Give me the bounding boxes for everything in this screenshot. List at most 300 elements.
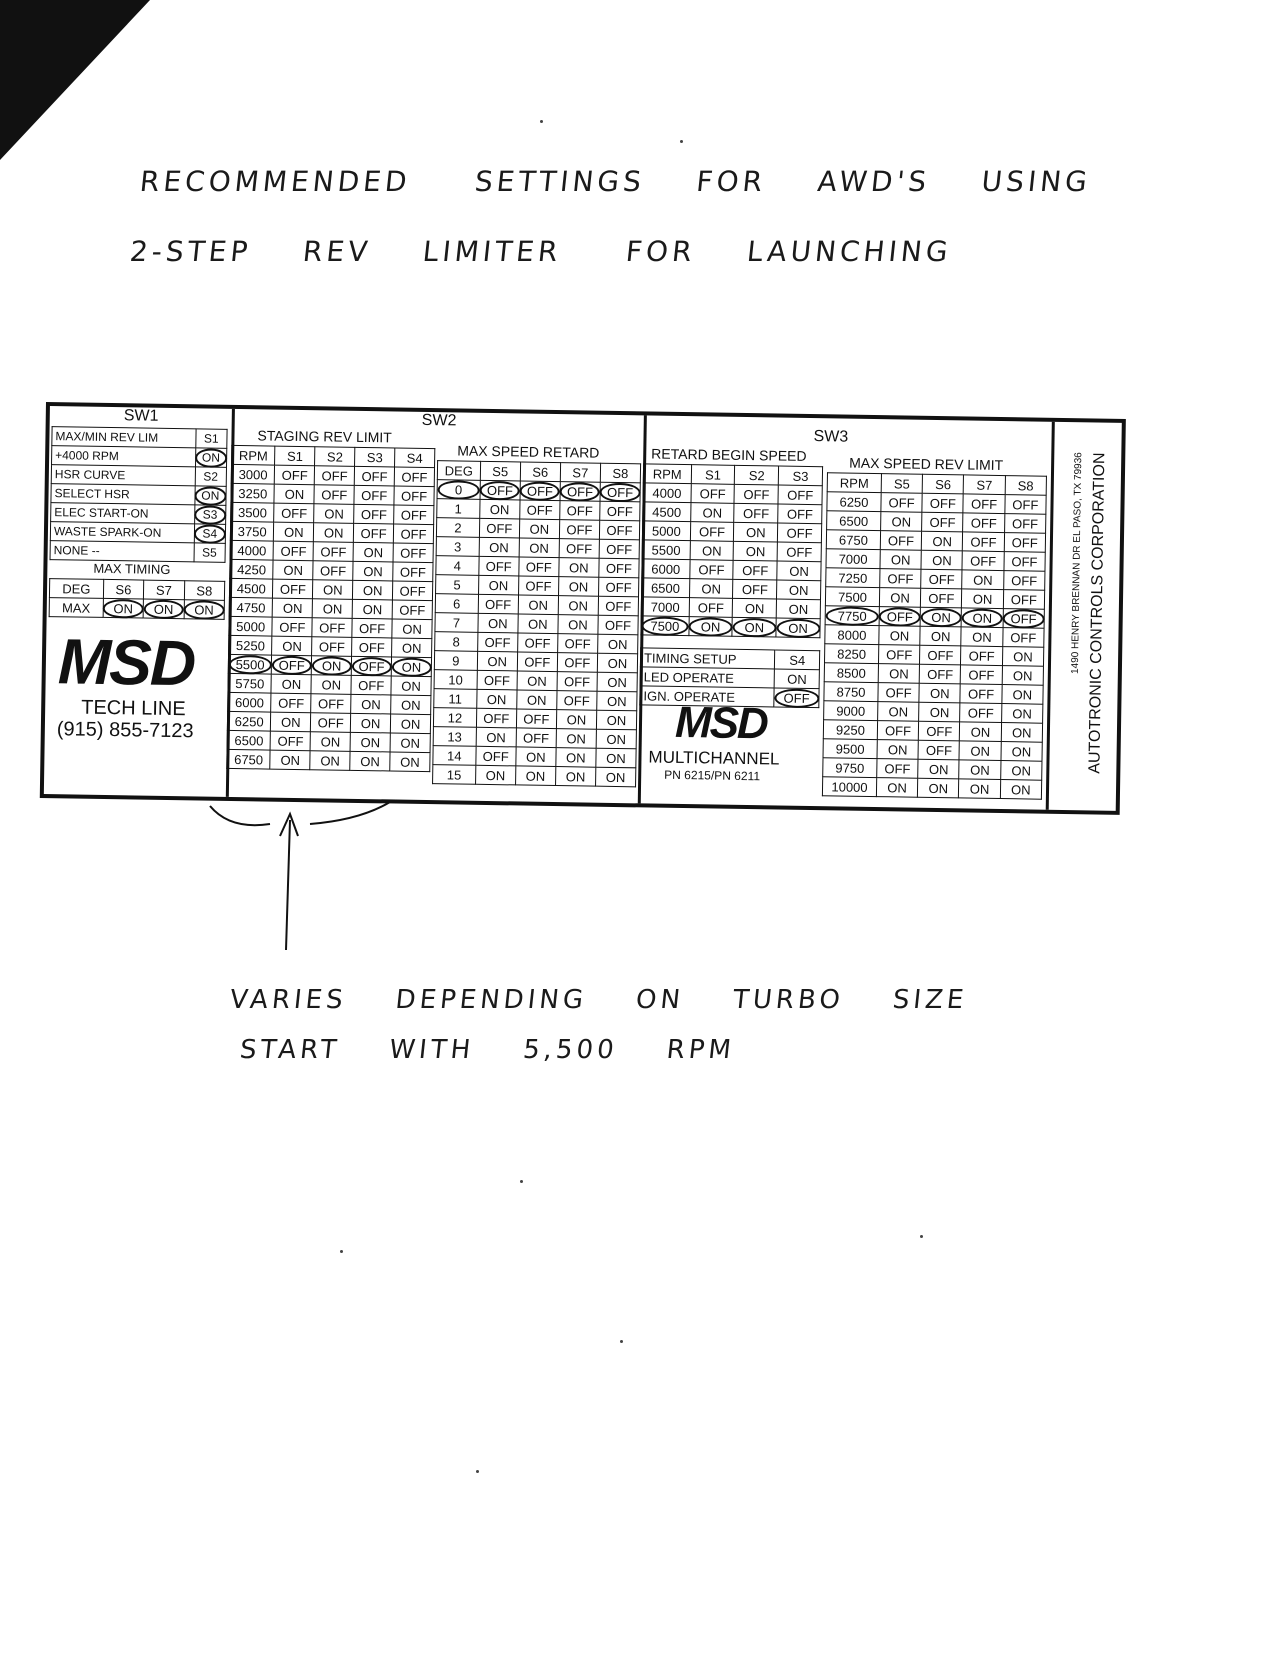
table-cell: OFF bbox=[517, 652, 557, 672]
note-word: SIZE bbox=[891, 985, 969, 1015]
note-word: FOR bbox=[624, 235, 698, 268]
table-cell: ON bbox=[391, 657, 431, 677]
table-cell: ON bbox=[921, 531, 963, 551]
table-cell: 3250 bbox=[231, 483, 275, 503]
table-cell: OFF bbox=[921, 588, 963, 608]
table-cell: OFF bbox=[557, 672, 597, 692]
scan-speck bbox=[920, 1235, 923, 1238]
table-cell: ON bbox=[598, 634, 638, 654]
table-cell: OFF bbox=[778, 504, 822, 524]
table-row bbox=[50, 541, 225, 563]
table-cell: OFF bbox=[557, 634, 597, 654]
msd-settings-card bbox=[40, 402, 1126, 815]
table-cell: S6 bbox=[520, 462, 560, 482]
table-cell: OFF bbox=[960, 684, 1002, 704]
table-cell: ON bbox=[776, 618, 820, 638]
retard-table bbox=[432, 460, 641, 787]
note-word: START bbox=[238, 1035, 342, 1065]
table-cell: OFF bbox=[559, 520, 599, 540]
table-cell: 8750 bbox=[824, 682, 878, 702]
tech-line-phone: (915) 855-7123 bbox=[56, 718, 194, 743]
table-cell: OFF bbox=[1003, 571, 1045, 591]
part-number: PN 6215/PN 6211 bbox=[664, 767, 761, 784]
table-cell: S3 bbox=[194, 505, 226, 524]
table-cell: OFF bbox=[560, 482, 600, 502]
table-cell: OFF bbox=[1003, 609, 1045, 629]
table-cell: OFF bbox=[599, 539, 639, 559]
table-cell: OFF bbox=[270, 731, 310, 751]
table-cell: ON bbox=[597, 672, 637, 692]
table-cell: ON bbox=[310, 732, 350, 752]
table-cell: ON bbox=[274, 484, 314, 504]
scan-speck bbox=[476, 1470, 479, 1473]
table-cell: ON bbox=[690, 541, 734, 561]
table-cell: ON bbox=[960, 722, 1002, 742]
table-cell: ON bbox=[518, 595, 558, 615]
table-cell: OFF bbox=[272, 617, 312, 637]
table-cell: ON bbox=[270, 750, 310, 770]
table-cell: OFF bbox=[961, 665, 1003, 685]
table-cell: 6250 bbox=[827, 492, 881, 512]
table-cell: OFF bbox=[314, 485, 354, 505]
table-cell: OFF bbox=[1004, 533, 1046, 553]
table-row bbox=[227, 749, 430, 771]
table-cell: 15 bbox=[433, 765, 476, 785]
table-cell: 7 bbox=[435, 613, 478, 633]
table-cell: OFF bbox=[600, 482, 640, 502]
table-cell: 5250 bbox=[229, 635, 273, 655]
table-cell: 13 bbox=[433, 727, 476, 747]
table-cell: 3 bbox=[436, 537, 479, 557]
table-cell: ON bbox=[918, 759, 960, 779]
table-cell: ON bbox=[477, 651, 517, 671]
table-cell: ON bbox=[734, 541, 778, 561]
table-cell: OFF bbox=[961, 646, 1003, 666]
table-cell: 6000 bbox=[228, 692, 272, 712]
table-cell: OFF bbox=[313, 542, 353, 562]
table-cell: ON bbox=[273, 560, 313, 580]
table-cell: S2 bbox=[735, 465, 779, 485]
table-cell: OFF bbox=[1002, 628, 1044, 648]
table-cell: OFF bbox=[1004, 552, 1046, 572]
table-cell: 6000 bbox=[642, 559, 690, 579]
table-cell: 5500 bbox=[642, 540, 690, 560]
table-cell: 11 bbox=[434, 689, 477, 709]
table-cell: OFF bbox=[960, 703, 1002, 723]
table-cell: S3 bbox=[778, 466, 822, 486]
note-word: FOR bbox=[694, 165, 768, 198]
table-cell: ON bbox=[962, 608, 1004, 628]
table-cell: ON bbox=[391, 676, 431, 696]
table-cell: OFF bbox=[478, 594, 518, 614]
note-word: AWD'S bbox=[815, 165, 932, 198]
table-cell: ON bbox=[918, 778, 960, 798]
table-cell: +4000 RPM bbox=[52, 446, 196, 467]
table-cell: ON bbox=[881, 512, 923, 532]
table-cell: 4000 bbox=[230, 540, 274, 560]
table-cell: OFF bbox=[354, 523, 394, 543]
table-cell: ON bbox=[519, 538, 559, 558]
table-cell: ON bbox=[350, 732, 390, 752]
table-cell: 8000 bbox=[825, 625, 879, 645]
table-cell: OFF bbox=[477, 670, 517, 690]
sw1-table bbox=[50, 426, 228, 563]
table-cell: 6 bbox=[435, 594, 478, 614]
scan-corner-shadow bbox=[0, 0, 150, 160]
table-cell: ON bbox=[478, 575, 518, 595]
table-cell: ON bbox=[689, 617, 733, 637]
table-cell: OFF bbox=[394, 486, 434, 506]
table-cell: 5 bbox=[436, 575, 479, 595]
note-word: WITH bbox=[387, 1035, 476, 1065]
table-cell: OFF bbox=[599, 558, 639, 578]
table-cell: S4 bbox=[775, 650, 820, 670]
table-cell: ON bbox=[1001, 742, 1043, 762]
table-cell: OFF bbox=[733, 560, 777, 580]
table-cell: OFF bbox=[922, 493, 964, 513]
table-cell: ON bbox=[776, 599, 820, 619]
table-cell: ON bbox=[519, 519, 559, 539]
table-cell: S3 bbox=[355, 447, 395, 467]
scan-speck bbox=[340, 1250, 343, 1253]
table-cell: ON bbox=[479, 537, 519, 557]
table-cell: HSR CURVE bbox=[51, 465, 195, 486]
table-cell: ON bbox=[732, 617, 776, 637]
note-word: USING bbox=[979, 165, 1093, 198]
table-cell: OFF bbox=[275, 465, 315, 485]
table-cell: S5 bbox=[194, 543, 226, 562]
table-cell: S1 bbox=[195, 429, 227, 448]
table-cell: WASTE SPARK-ON bbox=[50, 522, 194, 543]
table-cell: OFF bbox=[479, 518, 519, 538]
table-cell: OFF bbox=[557, 691, 597, 711]
table-cell: ON bbox=[1002, 647, 1044, 667]
table-cell: OFF bbox=[918, 721, 960, 741]
table-cell: ON bbox=[195, 448, 227, 467]
table-cell: LED OPERATE bbox=[640, 667, 775, 688]
table-cell: ON bbox=[515, 766, 555, 786]
table-cell: ON bbox=[1000, 780, 1042, 800]
table-cell: OFF bbox=[311, 713, 351, 733]
table-cell: ON bbox=[353, 561, 393, 581]
table-cell: ON bbox=[877, 740, 919, 760]
note-word: 2-STEP bbox=[128, 235, 254, 268]
table-cell: RPM bbox=[232, 445, 276, 465]
note-bottom-line1 bbox=[228, 985, 968, 1015]
table-cell: 14 bbox=[433, 746, 476, 766]
scan-speck bbox=[620, 1340, 623, 1343]
table-cell: S5 bbox=[480, 461, 520, 481]
table-cell: 9500 bbox=[823, 739, 877, 759]
table-cell: 0 bbox=[437, 480, 480, 500]
note-top-line2 bbox=[128, 235, 953, 268]
table-cell: ON bbox=[596, 748, 636, 768]
table-cell: ON bbox=[351, 713, 391, 733]
table-cell: ON bbox=[597, 653, 637, 673]
table-cell: ON bbox=[595, 767, 635, 787]
table-cell: OFF bbox=[477, 632, 517, 652]
table-cell: ON bbox=[919, 702, 961, 722]
note-bottom-line2 bbox=[238, 1035, 736, 1065]
table-cell: OFF bbox=[1003, 590, 1045, 610]
table-cell: ON bbox=[774, 669, 819, 689]
table-cell: ON bbox=[517, 690, 557, 710]
table-cell: OFF bbox=[777, 542, 821, 562]
table-cell: OFF bbox=[479, 556, 519, 576]
note-word: VARIES bbox=[228, 985, 349, 1015]
table-cell: 5750 bbox=[228, 673, 272, 693]
table-cell: ON bbox=[271, 712, 311, 732]
table-cell: OFF bbox=[351, 675, 391, 695]
table-cell: 4750 bbox=[229, 597, 273, 617]
retard-begin-table bbox=[640, 463, 823, 638]
table-cell: OFF bbox=[271, 693, 311, 713]
table-cell: OFF bbox=[557, 653, 597, 673]
table-cell: OFF bbox=[878, 645, 920, 665]
table-cell: 10000 bbox=[822, 777, 876, 797]
table-header-row bbox=[437, 461, 640, 483]
table-cell: OFF bbox=[312, 637, 352, 657]
table-cell: ON bbox=[777, 580, 821, 600]
table-cell: ON bbox=[274, 522, 314, 542]
table-cell: 8250 bbox=[825, 644, 879, 664]
table-cell: OFF bbox=[734, 503, 778, 523]
table-cell: ON bbox=[878, 664, 920, 684]
table-cell: OFF bbox=[880, 569, 922, 589]
note-word: LIMITER bbox=[421, 235, 564, 268]
table-cell: ON bbox=[518, 614, 558, 634]
table-cell: ON bbox=[103, 598, 144, 618]
table-cell: OFF bbox=[315, 466, 355, 486]
table-cell: 9 bbox=[434, 651, 477, 671]
table-cell: ON bbox=[184, 600, 225, 620]
table-cell: ON bbox=[1001, 704, 1043, 724]
table-cell: ELEC START-ON bbox=[51, 503, 195, 524]
table-cell: OFF bbox=[354, 485, 394, 505]
table-cell: OFF bbox=[963, 513, 1005, 533]
table-cell: S6 bbox=[922, 474, 964, 494]
table-cell: OFF bbox=[352, 618, 392, 638]
table-cell: ON bbox=[479, 499, 519, 519]
table-cell: OFF bbox=[476, 746, 516, 766]
arrow-annotation bbox=[200, 800, 420, 960]
table-cell: S4 bbox=[194, 524, 226, 543]
table-cell: 6250 bbox=[227, 711, 271, 731]
table-cell: NONE -- bbox=[50, 541, 194, 562]
table-cell: 7500 bbox=[641, 616, 689, 636]
table-cell: OFF bbox=[599, 520, 639, 540]
table-row bbox=[641, 597, 820, 619]
table-cell: ON bbox=[390, 714, 430, 734]
table-cell: ON bbox=[879, 588, 921, 608]
sw1-section bbox=[44, 406, 235, 797]
table-cell: 9750 bbox=[823, 758, 877, 778]
sw3-title: SW3 bbox=[813, 428, 849, 446]
table-cell: ON bbox=[313, 580, 353, 600]
table-cell: OFF bbox=[394, 467, 434, 487]
table-cell: MAX/MIN REV LIM bbox=[52, 427, 196, 448]
table-cell: ON bbox=[959, 760, 1001, 780]
table-cell: 2 bbox=[436, 518, 479, 538]
table-cell: ON bbox=[352, 599, 392, 619]
table-row bbox=[641, 616, 820, 638]
table-cell: OFF bbox=[273, 541, 313, 561]
table-cell: OFF bbox=[598, 596, 638, 616]
table-cell: OFF bbox=[922, 512, 964, 532]
retard-begin-title: RETARD BEGIN SPEED bbox=[651, 445, 807, 464]
table-cell: ON bbox=[1002, 666, 1044, 686]
table-cell: OFF bbox=[272, 655, 312, 675]
table-cell: 7250 bbox=[826, 568, 880, 588]
table-cell: ON bbox=[921, 550, 963, 570]
table-cell: ON bbox=[1000, 761, 1042, 781]
table-row bbox=[229, 635, 432, 657]
table-cell: OFF bbox=[516, 709, 556, 729]
table-cell: OFF bbox=[393, 543, 433, 563]
table-cell: ON bbox=[353, 542, 393, 562]
table-cell: OFF bbox=[520, 481, 560, 501]
table-cell: S1 bbox=[691, 465, 735, 485]
table-cell: OFF bbox=[1005, 495, 1047, 515]
table-cell: ON bbox=[876, 778, 918, 798]
table-cell: ON bbox=[353, 580, 393, 600]
table-cell: ON bbox=[878, 702, 920, 722]
table-row bbox=[433, 765, 636, 787]
note-word: SETTINGS bbox=[473, 165, 647, 198]
table-cell: 7500 bbox=[825, 587, 879, 607]
note-word: DEPENDING bbox=[394, 985, 589, 1015]
table-cell: 3750 bbox=[230, 521, 274, 541]
tech-line-label: TECH LINE bbox=[81, 696, 186, 721]
table-cell: 4 bbox=[436, 556, 479, 576]
table-cell: ON bbox=[962, 589, 1004, 609]
table-cell: OFF bbox=[880, 531, 922, 551]
table-cell: 7750 bbox=[825, 606, 879, 626]
table-cell: OFF bbox=[1004, 514, 1046, 534]
table-cell: OFF bbox=[393, 524, 433, 544]
table-cell: 6500 bbox=[827, 511, 881, 531]
table-cell: OFF bbox=[354, 466, 394, 486]
table-cell: 4250 bbox=[230, 559, 274, 579]
table-cell: OFF bbox=[517, 633, 557, 653]
table-cell: MAX bbox=[49, 598, 103, 618]
table-cell: ON bbox=[558, 596, 598, 616]
table-cell: ON bbox=[558, 577, 598, 597]
table-cell: OFF bbox=[689, 598, 733, 618]
table-cell: OFF bbox=[313, 561, 353, 581]
table-cell: ON bbox=[392, 638, 432, 658]
table-cell: ON bbox=[920, 607, 962, 627]
table-cell: OFF bbox=[598, 577, 638, 597]
note-word: REV bbox=[301, 235, 374, 268]
table-cell: OFF bbox=[394, 505, 434, 525]
multichannel-label: MULTICHANNEL bbox=[648, 747, 780, 769]
table-cell: ON bbox=[143, 599, 184, 619]
table-cell: 8 bbox=[435, 632, 478, 652]
table-cell: 3000 bbox=[231, 464, 275, 484]
table-cell: ON bbox=[734, 522, 778, 542]
scan-speck bbox=[680, 140, 683, 143]
table-cell: OFF bbox=[733, 579, 777, 599]
table-cell: ON bbox=[1001, 723, 1043, 743]
table-cell: SELECT HSR bbox=[51, 484, 195, 505]
table-cell: OFF bbox=[778, 485, 822, 505]
table-cell: ON bbox=[558, 615, 598, 635]
note-top-line1 bbox=[138, 165, 1092, 198]
table-cell: ON bbox=[596, 729, 636, 749]
table-cell: ON bbox=[880, 550, 922, 570]
table-cell: ON bbox=[920, 626, 962, 646]
table-cell: 4500 bbox=[229, 578, 273, 598]
corp-address: 1490 HENRY BRENNAN DR EL PASO, TX 79936 bbox=[1069, 452, 1085, 675]
table-cell: ON bbox=[392, 619, 432, 639]
table-cell: OFF bbox=[877, 721, 919, 741]
table-cell: OFF bbox=[392, 600, 432, 620]
table-cell: OFF bbox=[689, 560, 733, 580]
table-cell: S7 bbox=[560, 463, 600, 483]
table-cell: ON bbox=[478, 613, 518, 633]
table-cell: TIMING SETUP bbox=[640, 648, 775, 669]
table-cell: OFF bbox=[962, 551, 1004, 571]
table-cell: OFF bbox=[690, 522, 734, 542]
table-cell: ON bbox=[390, 733, 430, 753]
scan-speck bbox=[520, 1180, 523, 1183]
table-cell: ON bbox=[314, 523, 354, 543]
table-cell: ON bbox=[273, 598, 313, 618]
table-cell: S2 bbox=[315, 447, 355, 467]
table-cell: ON bbox=[475, 765, 515, 785]
sw1-title: SW1 bbox=[123, 407, 159, 425]
table-cell: ON bbox=[312, 656, 352, 676]
table-cell: 3500 bbox=[231, 502, 275, 522]
table-cell: ON bbox=[959, 741, 1001, 761]
table-cell: OFF bbox=[963, 532, 1005, 552]
table-cell: OFF bbox=[476, 708, 516, 728]
table-cell: 4000 bbox=[643, 483, 691, 503]
corp-name: AUTOTRONIC CONTROLS CORPORATION bbox=[1086, 452, 1109, 774]
table-cell: OFF bbox=[559, 539, 599, 559]
table-cell: ON bbox=[962, 570, 1004, 590]
table-cell: ON bbox=[272, 636, 312, 656]
table-cell: 9000 bbox=[824, 701, 878, 721]
table-cell: OFF bbox=[560, 501, 600, 521]
table-cell: OFF bbox=[312, 618, 352, 638]
table-cell: ON bbox=[689, 579, 733, 599]
table-cell: 4500 bbox=[643, 502, 691, 522]
table-cell: ON bbox=[556, 710, 596, 730]
table-cell: ON bbox=[311, 675, 351, 695]
table-cell: OFF bbox=[734, 484, 778, 504]
table-cell: OFF bbox=[774, 688, 819, 708]
table-cell: S1 bbox=[275, 446, 315, 466]
table-cell: OFF bbox=[393, 581, 433, 601]
table-cell: S7 bbox=[144, 580, 185, 600]
retard-title: MAX SPEED RETARD bbox=[457, 442, 600, 461]
table-cell: OFF bbox=[480, 480, 520, 500]
table-cell: DEG bbox=[437, 461, 480, 481]
table-cell: OFF bbox=[518, 576, 558, 596]
table-cell: 5000 bbox=[642, 521, 690, 541]
table-cell: OFF bbox=[354, 504, 394, 524]
table-cell: ON bbox=[1002, 685, 1044, 705]
table-cell: RPM bbox=[643, 464, 691, 484]
table-cell: OFF bbox=[311, 694, 351, 714]
table-cell: IGN. OPERATE bbox=[640, 686, 775, 707]
table-cell: ON bbox=[961, 627, 1003, 647]
table-cell: ON bbox=[559, 558, 599, 578]
table-cell: ON bbox=[777, 561, 821, 581]
table-cell: 9250 bbox=[823, 720, 877, 740]
